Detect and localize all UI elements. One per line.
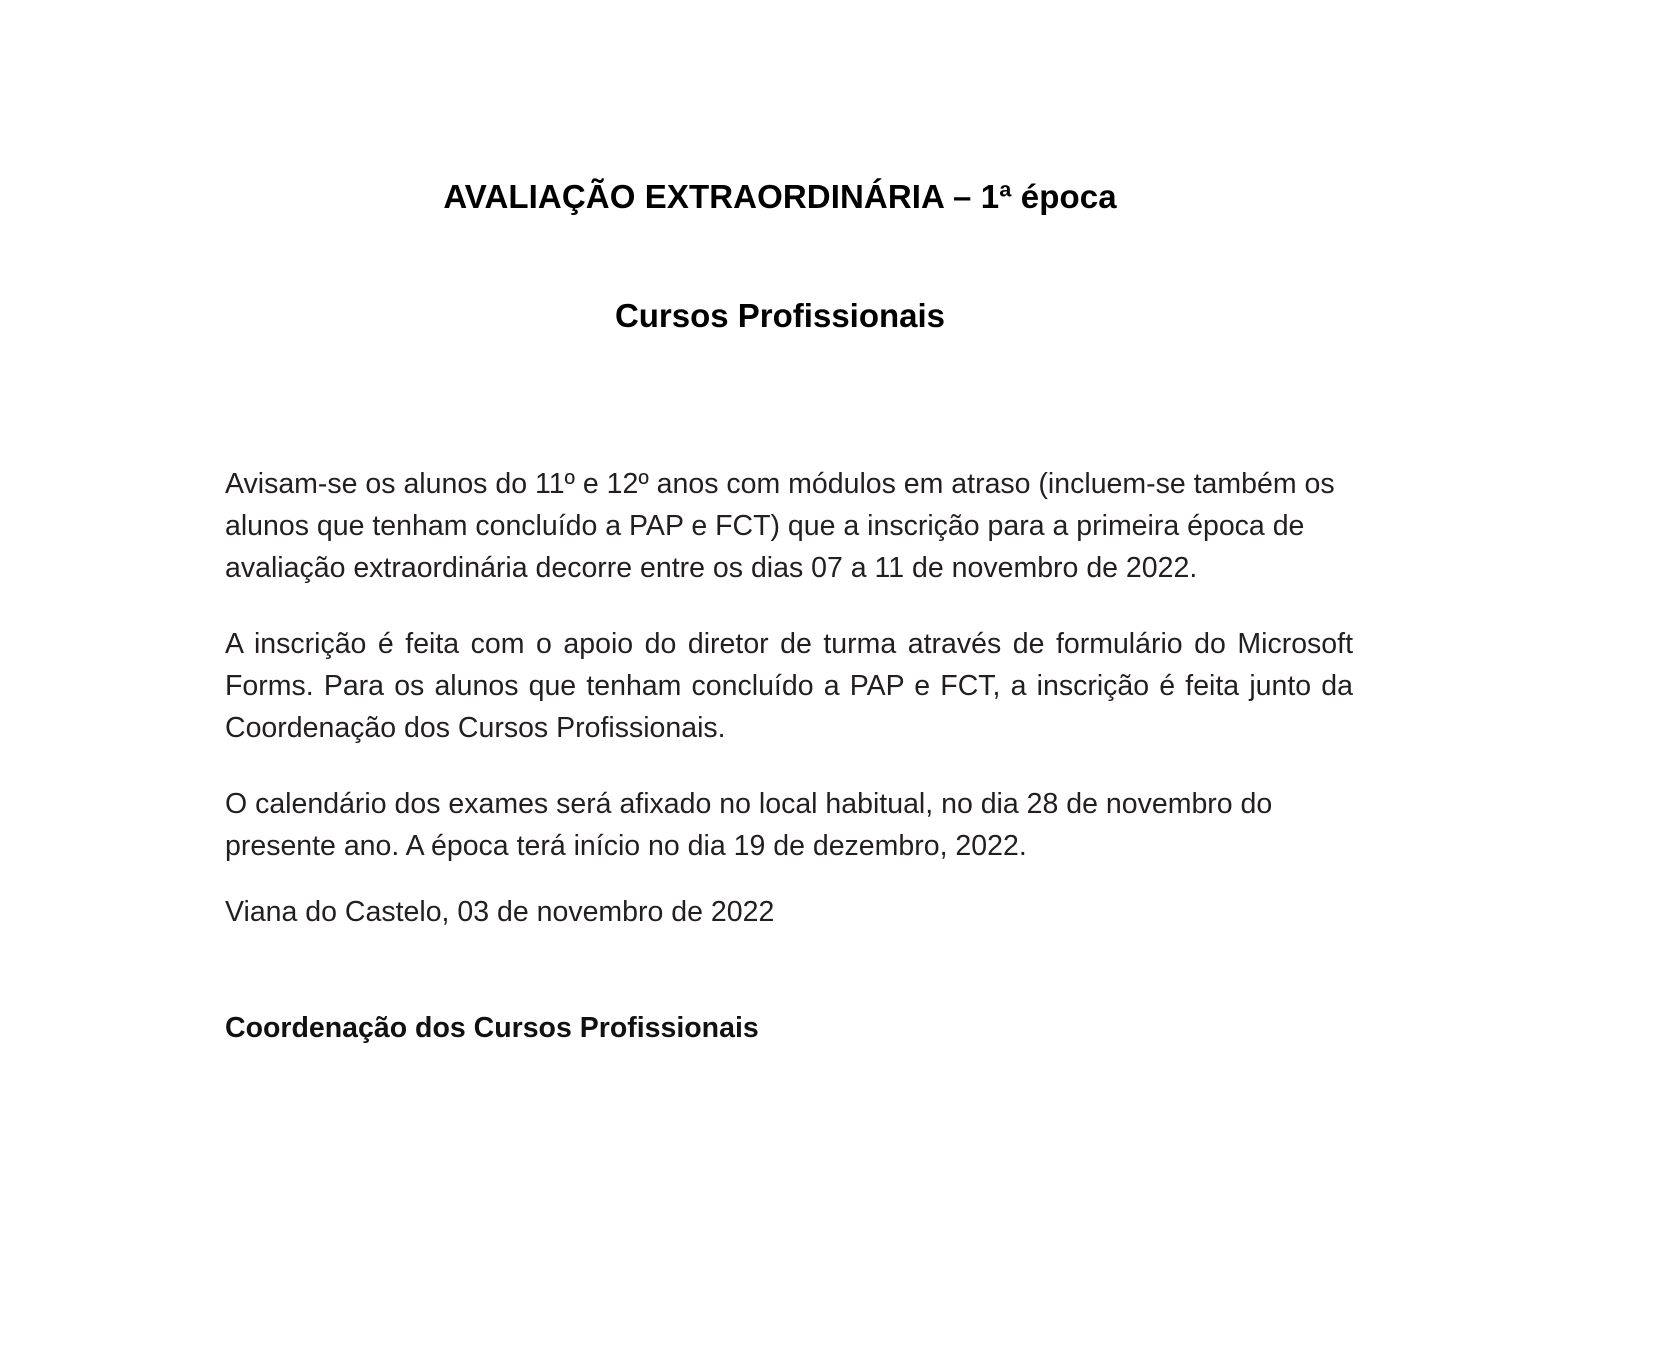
title-block bbox=[0, 176, 1560, 217]
body-paragraph-2: A inscrição é feita com o apoio do diretor de turma através de formulário do Microsoft Forms. Para os alunos que tenham concluído a PAP e FCT, a inscrição é feita junto da Coordenação dos Cursos Profissionais. bbox=[225, 628, 1353, 744]
signoff-place-and-date: Viana do Castelo, 03 de novembro de 2022 bbox=[225, 896, 775, 928]
page-title: AVALIAÇÃO EXTRAORDINÁRIA – 1ª época bbox=[443, 178, 1117, 215]
document-body bbox=[225, 463, 1353, 867]
body-paragraph-3: O calendário dos exames será afixado no local habitual, no dia 28 de novembro do presente ano. A época terá início no dia 19 de dezembro, 2022. bbox=[225, 788, 1273, 862]
page-subtitle: Cursos Profissionais bbox=[614, 297, 946, 334]
signoff-department: Coordenação dos Cursos Profissionais bbox=[225, 1012, 759, 1044]
subtitle-block bbox=[0, 295, 1560, 336]
body-paragraph-1: Avisam-se os alunos do 11º e 12º anos com módulos em atraso (incluem-se também os alunos que tenham concluído a PAP e FCT) que a inscrição para a primeira época de avaliação extraordinária decorre entre os dias 07 a 11 de novembro de 2022. bbox=[225, 468, 1335, 584]
